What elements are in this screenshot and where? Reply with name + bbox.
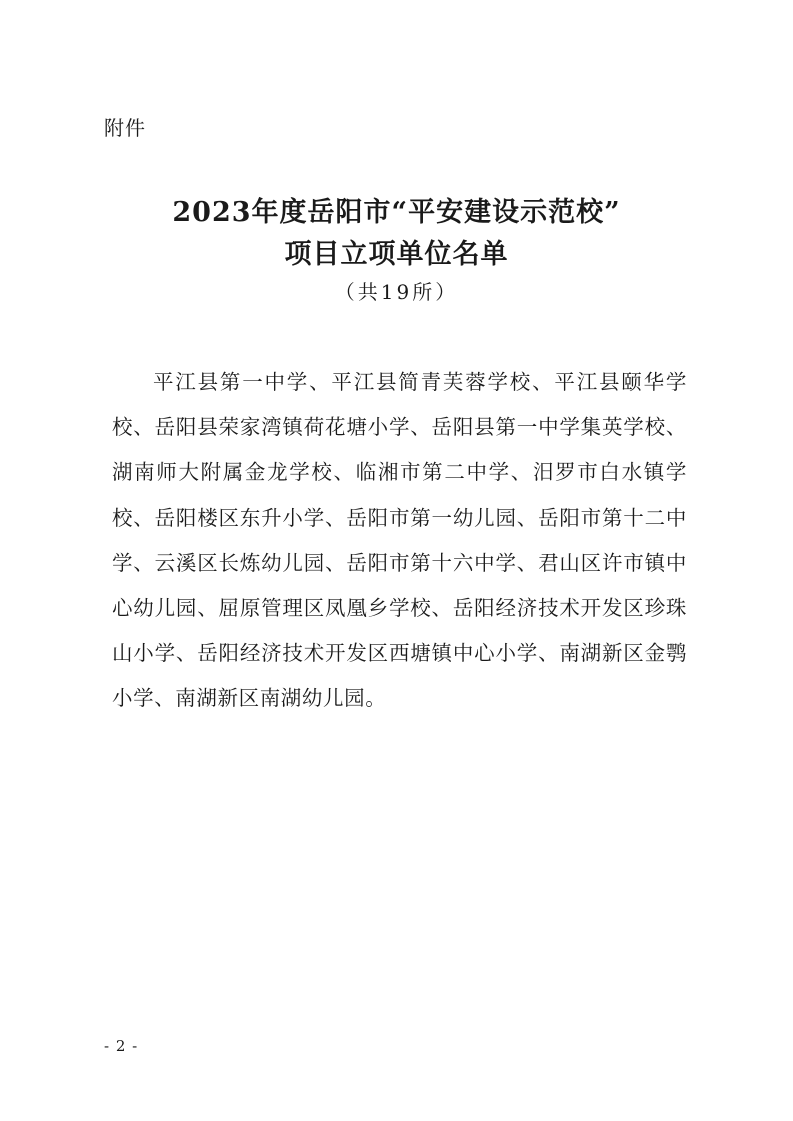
document-subtitle: （共19所） bbox=[334, 280, 459, 304]
document-title-line-1: 2023年度岳阳市“平安建设示范校” bbox=[172, 197, 621, 228]
school-list-paragraph: 平江县第一中学、平江县简青芙蓉学校、平江县颐华学校、岳阳县荣家湾镇荷花塘小学、岳阳县第一中学集英学校、湖南师大附属金龙学校、临湘市第二中学、汨罗市白水镇学校、岳阳楼区东升小学、岳阳市第一幼儿园、岳阳市第十二中学、云溪区长炼幼儿园、岳阳市第十六中学、君山区许市镇中心幼儿园、屈原管理区凤凰乡学校、岳阳经济技术开发区珍珠山小学、岳阳经济技术开发区西塘镇中心小学、南湖新区金鹗小学、南湖新区南湖幼儿园。 bbox=[112, 370, 687, 711]
document-title-line-2: 项目立项单位名单 bbox=[284, 239, 509, 270]
attachment-label: 附件 bbox=[104, 116, 146, 140]
page-number: - 2 - bbox=[104, 1037, 139, 1055]
